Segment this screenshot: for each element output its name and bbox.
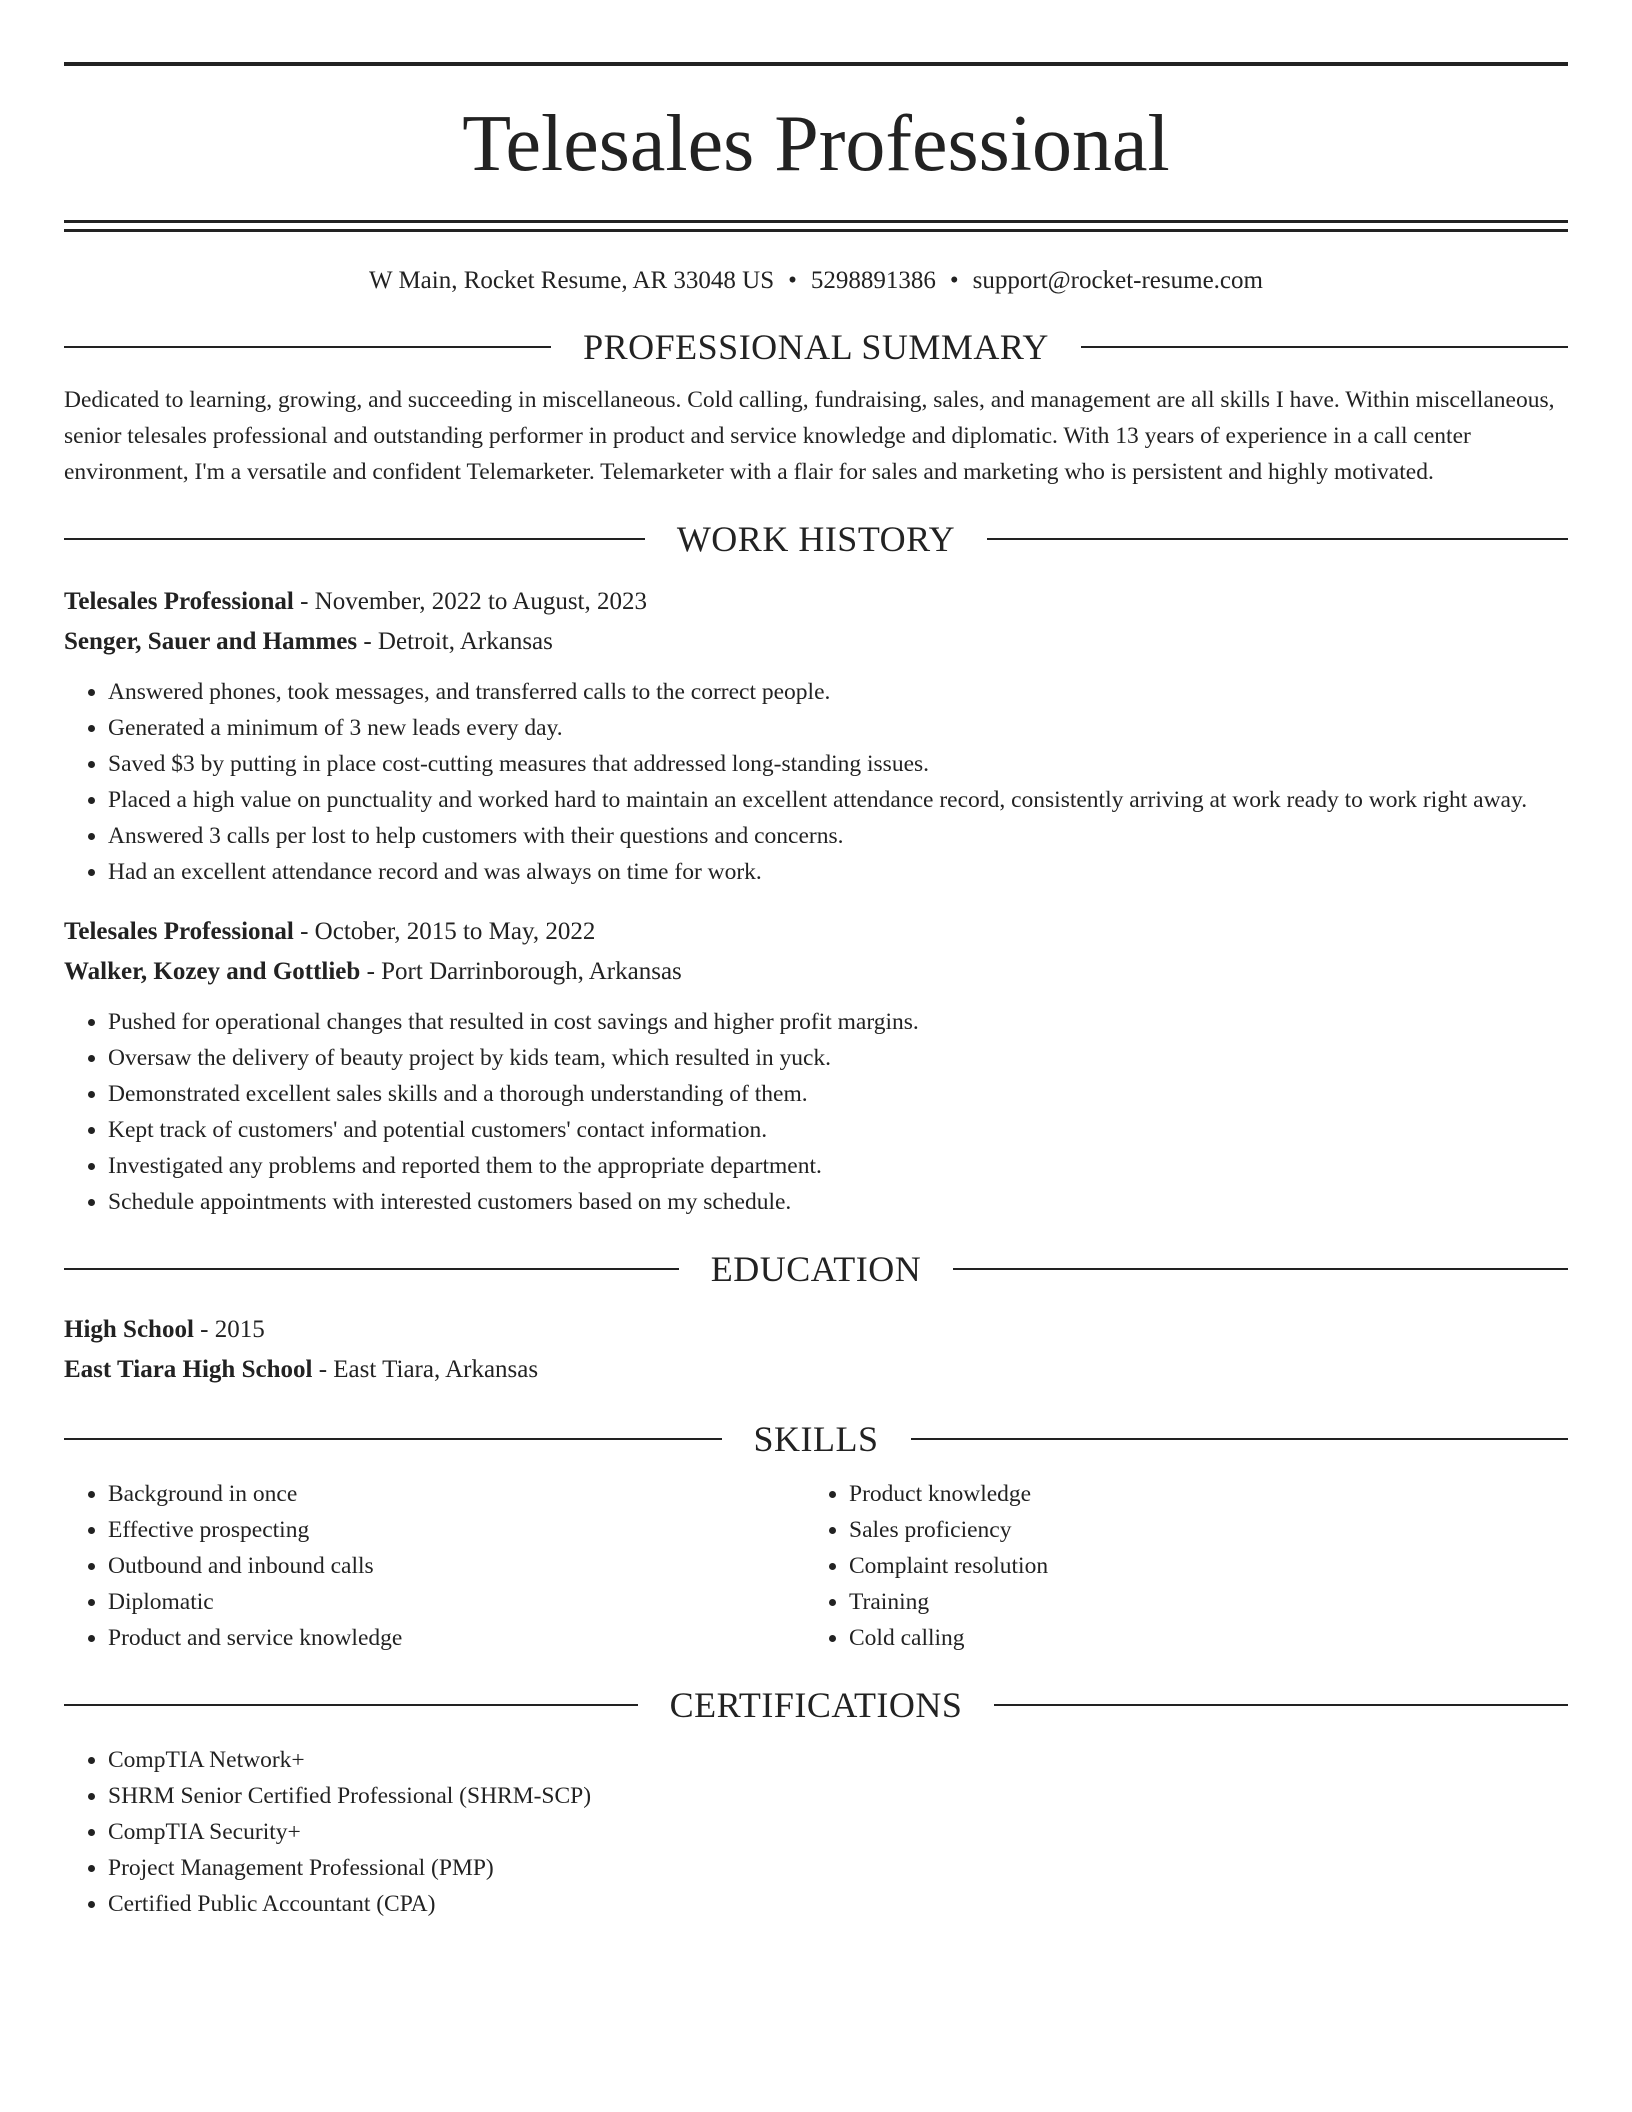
list-item: • Kept track of customers' and potential customers' contact information. [108,1112,1568,1148]
job-location: - Detroit, Arkansas [357,628,553,655]
heading-rule [911,1438,1569,1440]
section-title: PROFESSIONAL SUMMARY [583,327,1049,367]
education-degree: High School [64,1316,194,1343]
certification-item: • Project Management Professional (PMP) [108,1850,1568,1886]
skill-item: • Effective prospecting [108,1512,805,1548]
job-entry [64,582,1568,890]
skills-list-left [64,1476,805,1656]
list-item: • Placed a high value on punctuality and worked hard to maintain an excellent attendance record, consistently arriving at work ready to work right away. [108,782,1568,818]
job-company-line [64,952,1568,992]
list-item: • Pushed for operational changes that resulted in cost savings and higher profit margins. [108,1004,1568,1040]
section-heading-certifications [64,1680,1568,1730]
certification-item: • Certified Public Accountant (CPA) [108,1886,1568,1922]
section-title: CERTIFICATIONS [669,1685,963,1725]
heading-rule [953,1268,1568,1270]
certifications-list [64,1742,1568,1922]
job-bullets [64,1004,1568,1220]
job-company: Senger, Sauer and Hammes [64,628,358,655]
list-item: • Had an excellent attendance record and was always on time for work. [108,854,1568,890]
heading-rule [64,1704,638,1706]
education-degree-line [64,1310,1568,1350]
list-item: • Oversaw the delivery of beauty project by kids team, which resulted in yuck. [108,1040,1568,1076]
job-title-line [64,582,1568,622]
skill-item: • Diplomatic [108,1584,805,1620]
section-heading-skills [64,1414,1568,1464]
section-title: EDUCATION [710,1249,922,1289]
list-item: • Answered 3 calls per lost to help customers with their questions and concerns. [108,818,1568,854]
heading-rule [64,538,645,540]
job-location: - Port Darrinborough, Arkansas [360,958,682,985]
candidate-name: Telesales Professional [462,100,1170,188]
skill-item: • Background in once [108,1476,805,1512]
skills-list-right [805,1476,1546,1656]
skills-columns [64,1476,1568,1656]
job-bullets [64,674,1568,890]
section-heading-summary [64,322,1568,372]
heading-rule [1081,346,1568,348]
education-year: - 2015 [193,1316,265,1343]
skill-item: • Cold calling [849,1620,1546,1656]
skill-item: • Outbound and inbound calls [108,1548,805,1584]
section-title: SKILLS [753,1419,879,1459]
contact-separator: • [788,267,797,294]
list-item: • Saved $3 by putting in place cost-cutting measures that addressed long-standing issues. [108,746,1568,782]
education-entry [64,1310,1568,1390]
section-title: WORK HISTORY [676,519,956,559]
list-item: • Generated a minimum of 3 new leads every day. [108,710,1568,746]
job-company: Walker, Kozey and Gottlieb [64,958,361,985]
heading-rule [64,1438,722,1440]
skill-item: • Product and service knowledge [108,1620,805,1656]
contact-phone: 5298891386 [810,267,936,294]
certification-item: • SHRM Senior Certified Professional (SHRM-SCP) [108,1778,1568,1814]
job-title: Telesales Professional [64,588,294,615]
education-school: East Tiara High School [64,1356,313,1383]
top-rule [64,62,1568,66]
contact-address: W Main, Rocket Resume, AR 33048 US [369,267,775,294]
job-title-line [64,912,1568,952]
heading-rule [64,346,551,348]
list-item: • Demonstrated excellent sales skills and a thorough understanding of them. [108,1076,1568,1112]
skill-item: • Sales proficiency [849,1512,1546,1548]
skill-item: • Product knowledge [849,1476,1546,1512]
certification-item: • CompTIA Security+ [108,1814,1568,1850]
list-item: • Schedule appointments with interested customers based on my schedule. [108,1184,1568,1220]
job-entry [64,912,1568,1220]
list-item: • Answered phones, took messages, and transferred calls to the correct people. [108,674,1568,710]
job-dates: - October, 2015 to May, 2022 [293,918,596,945]
heading-rule [994,1704,1568,1706]
heading-rule [987,538,1568,540]
education-location: - East Tiara, Arkansas [312,1356,539,1383]
summary-text: Dedicated to learning, growing, and succeeding in miscellaneous. Cold calling, fundraising, sales, and management are all skills I have. Within miscellaneous, senior telesales professional and outstanding performer in product and service knowledge and diplomatic. With 13 years of experience in a call center environment, I'm a versatile and confident Telemarketer. Telemarketer with a flair for sales and marketing who is persistent and highly motivated. [64,387,1555,485]
heading-rule [64,1268,679,1270]
double-rule [64,220,1568,232]
list-item: • Investigated any problems and reported them to the appropriate department. [108,1148,1568,1184]
education-school-line [64,1350,1568,1390]
skill-item: • Training [849,1584,1546,1620]
job-dates: - November, 2022 to August, 2023 [293,588,647,615]
contact-line [64,264,1568,298]
job-title: Telesales Professional [64,918,294,945]
contact-separator: • [949,267,959,294]
section-heading-education [64,1244,1568,1294]
section-heading-work-history [64,514,1568,564]
contact-email: support@rocket-resume.com [972,267,1263,294]
certification-item: • CompTIA Network+ [108,1742,1568,1778]
skill-item: • Complaint resolution [849,1548,1546,1584]
job-company-line [64,622,1568,662]
